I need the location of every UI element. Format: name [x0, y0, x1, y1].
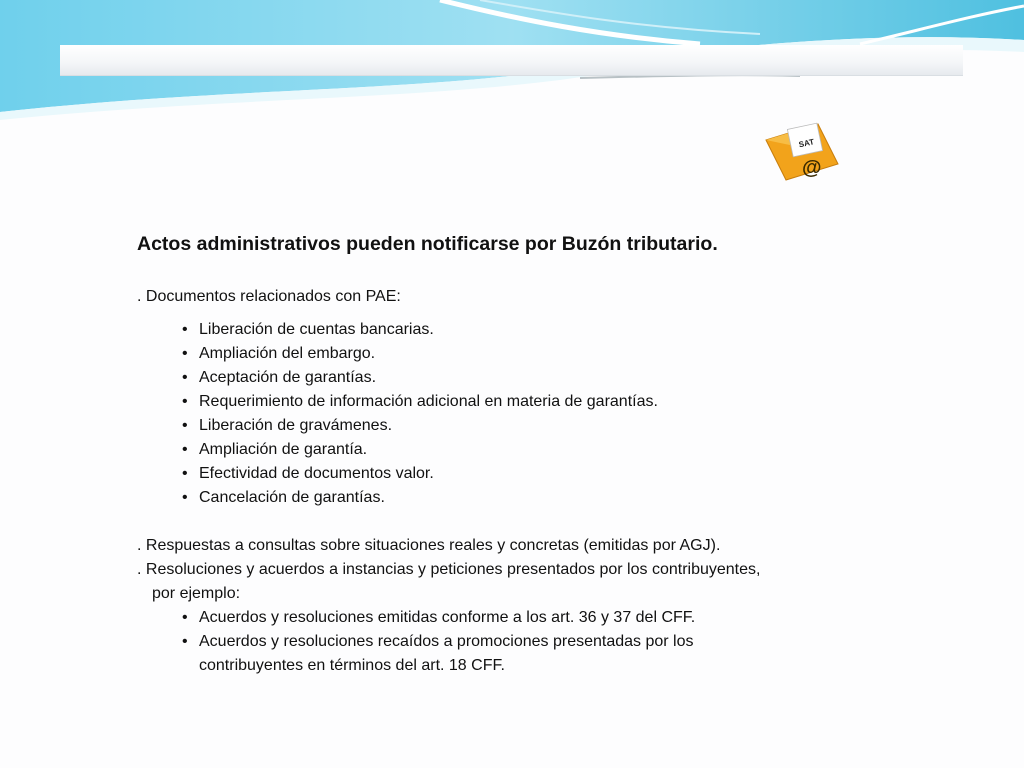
list-item: • Acuerdos y resoluciones recaídos a promociones presentadas por los contribuyentes en términos del art. 18 CFF. [137, 630, 897, 678]
bullet-icon: • [182, 393, 188, 410]
slide-heading: Actos administrativos pueden notificarse por Buzón tributario. [137, 233, 718, 255]
list-item: • Liberación de cuentas bancarias. [137, 318, 897, 342]
list-item: • Ampliación de garantía. [137, 438, 897, 462]
list-item: • Acuerdos y resoluciones emitidas conforme a los art. 36 y 37 del CFF. [137, 606, 897, 630]
list-item: • Cancelación de garantías. [137, 486, 897, 510]
bullet-icon: • [182, 441, 188, 458]
bullet-icon: • [182, 489, 188, 506]
section-resoluciones-label: . Resoluciones y acuerdos a instancias y peticiones presentados por los contribuyentes, [137, 561, 761, 578]
list-item: • Requerimiento de información adicional en materia de garantías. [137, 390, 897, 414]
section-consultas-label: . Respuestas a consultas sobre situaciones reales y concretas (emitidas por AGJ). [137, 537, 721, 554]
bullet-icon: • [182, 369, 188, 386]
list-item: • Ampliación del embargo. [137, 342, 897, 366]
pae-list [137, 318, 897, 510]
section-pae-label: . Documentos relacionados con PAE: [137, 288, 401, 305]
sat-logo-text: SAT [797, 137, 815, 150]
bullet-icon: • [182, 465, 188, 482]
at-symbol: @ [802, 157, 822, 179]
bullet-icon: • [182, 609, 188, 626]
bullet-icon: • [182, 321, 188, 338]
bullet-icon: • [182, 345, 188, 362]
resoluciones-list [137, 606, 897, 678]
title-bar [60, 45, 963, 76]
list-item: • Aceptación de garantías. [137, 366, 897, 390]
list-item: • Efectividad de documentos valor. [137, 462, 897, 486]
slide-content [137, 230, 897, 678]
bullet-icon: • [182, 633, 188, 650]
sat-mail-icon [760, 118, 844, 184]
list-item: • Liberación de gravámenes. [137, 414, 897, 438]
section-resoluciones-continuation: por ejemplo: [152, 585, 241, 602]
bullet-icon: • [182, 417, 188, 434]
